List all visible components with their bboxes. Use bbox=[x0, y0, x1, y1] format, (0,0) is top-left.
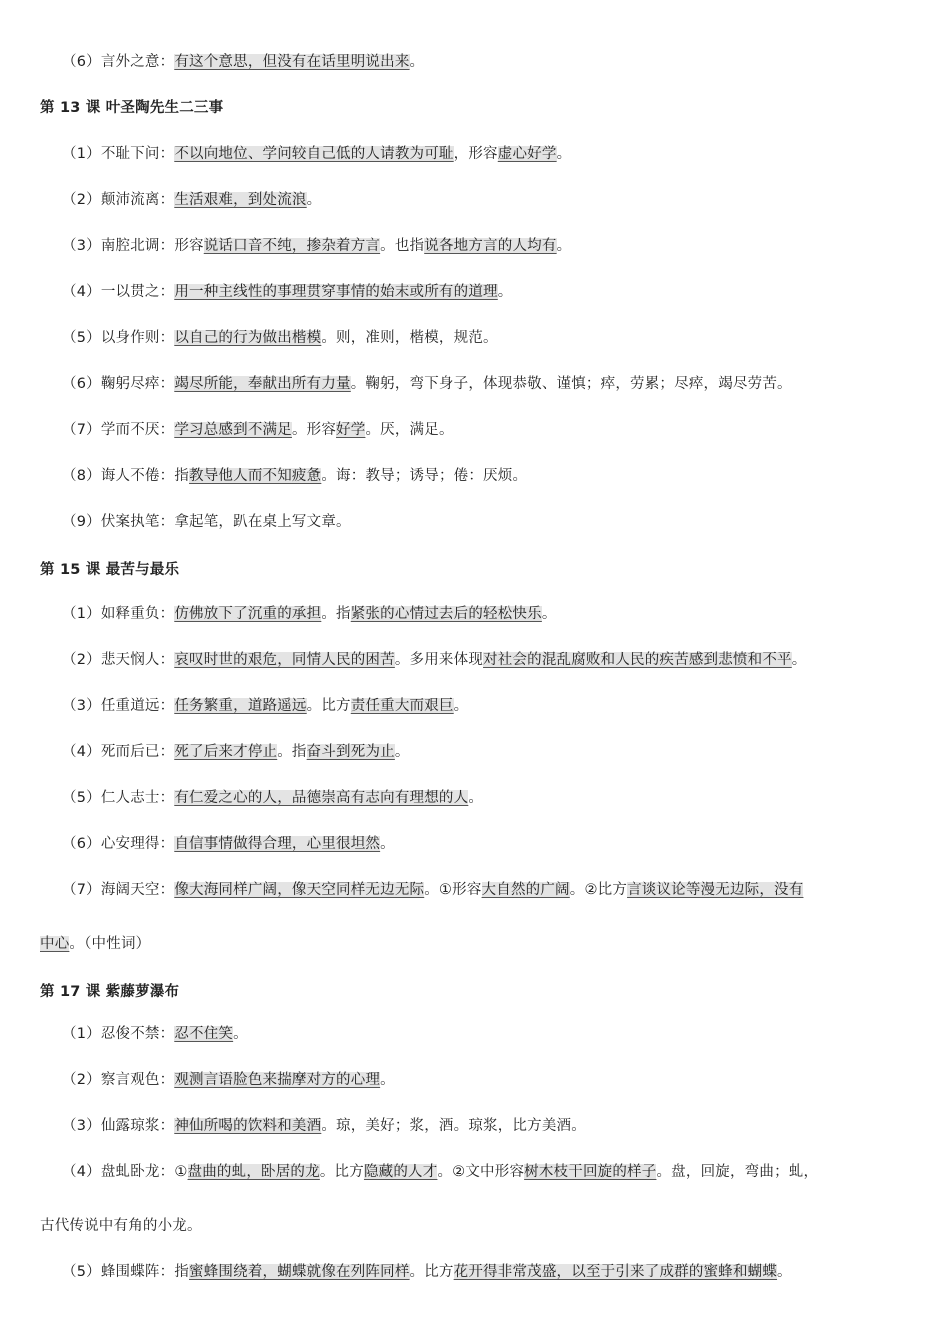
line-text: （2）悲天悯人： bbox=[62, 652, 175, 668]
line-text: （8）诲人不倦：指 bbox=[62, 468, 190, 484]
line-text: 。 bbox=[541, 606, 557, 622]
highlighted-definition: 忍不住笑 bbox=[174, 1026, 234, 1042]
line-text: （5）蜂围蝶阵：指 bbox=[62, 1264, 190, 1280]
line-text: （5）仁人志士： bbox=[62, 790, 175, 806]
entry-line bbox=[62, 420, 454, 440]
line-text: 。 bbox=[453, 698, 469, 714]
highlighted-definition: 责任重大而艰巨 bbox=[350, 698, 454, 714]
highlighted-definition: 紧张的心情过去后的轻松快乐 bbox=[350, 606, 542, 622]
line-text: 。 bbox=[306, 192, 322, 208]
line-text: 。则，准则，楷模，规范。 bbox=[321, 330, 498, 346]
highlighted-definition: 不以向地位、学问较自己低的人请教为可耻 bbox=[174, 146, 454, 162]
line-text: 。琼，美好；浆，酒。琼浆，比方美酒。 bbox=[321, 1118, 586, 1134]
line-text: ，形容 bbox=[453, 146, 498, 162]
line-text: 第 13 课 叶圣陶先生二三事 bbox=[40, 100, 224, 116]
entry-line bbox=[62, 190, 321, 210]
highlighted-definition: 有这个意思，但没有在话里明说出来 bbox=[174, 54, 410, 70]
entry-line bbox=[62, 328, 498, 348]
highlighted-definition: 神仙所喝的饮料和美酒 bbox=[174, 1118, 322, 1134]
line-text: 。 bbox=[380, 836, 395, 852]
entry-line bbox=[62, 650, 806, 670]
line-text: 。多用来体现 bbox=[394, 652, 484, 668]
highlighted-definition: 奋斗到死为止 bbox=[306, 744, 395, 760]
highlighted-definition: 盘曲的虬，卧居的龙 bbox=[187, 1164, 320, 1180]
line-text: 。比方 bbox=[409, 1264, 454, 1280]
entry-line bbox=[62, 374, 792, 394]
entry-line bbox=[62, 144, 571, 164]
line-text: 。（中性词） bbox=[69, 936, 151, 952]
entry-line bbox=[62, 512, 351, 532]
highlighted-definition: 花开得非常茂盛，以至于引来了成群的蜜蜂和蝴蝶 bbox=[453, 1264, 778, 1280]
line-text: 第 15 课 最苦与最乐 bbox=[40, 562, 180, 578]
highlighted-definition: 说话口音不纯，掺杂着方言 bbox=[203, 238, 381, 254]
line-text: （2）察言观色： bbox=[62, 1072, 175, 1088]
highlighted-definition: 竭尽所能，奉献出所有力量 bbox=[174, 376, 351, 392]
highlighted-definition: 树木枝干回旋的样子 bbox=[524, 1164, 657, 1180]
highlighted-definition: 教导他人而不知疲惫 bbox=[189, 468, 322, 484]
line-text: 。②文中形容 bbox=[437, 1164, 525, 1180]
highlighted-definition: 死了后来才停止 bbox=[174, 744, 278, 760]
entry-line bbox=[62, 742, 410, 762]
entry-line bbox=[62, 1262, 792, 1282]
line-text: （3）任重道远： bbox=[62, 698, 175, 714]
highlighted-definition: 虚心好学 bbox=[497, 146, 557, 162]
highlighted-definition: 任务繁重，道路遥远 bbox=[174, 698, 307, 714]
lesson-heading bbox=[40, 560, 179, 580]
highlighted-definition: 有仁爱之心的人，品德崇高有志向有理想的人 bbox=[174, 790, 469, 806]
line-text: 。②比方 bbox=[569, 882, 628, 898]
highlighted-definition: 观测言语脸色来揣摩对方的心理 bbox=[174, 1072, 381, 1088]
highlighted-definition: 蜜蜂围绕着，蝴蝶就像在列阵同样 bbox=[189, 1264, 410, 1280]
line-text: （6）心安理得： bbox=[62, 836, 175, 852]
highlighted-definition: 生活艰难，到处流浪 bbox=[174, 192, 307, 208]
entry-line bbox=[62, 1070, 395, 1090]
highlighted-definition: 学习总感到不满足 bbox=[174, 422, 292, 438]
line-text: 。盘，回旋，弯曲；虬， bbox=[656, 1164, 819, 1180]
lesson-heading bbox=[40, 982, 179, 1002]
line-text: 。 bbox=[777, 1264, 792, 1280]
line-text: 。指 bbox=[321, 606, 351, 622]
entry-line bbox=[62, 282, 512, 302]
highlighted-definition: 隐藏的人才 bbox=[363, 1164, 438, 1180]
line-text: （3）仙露琼浆： bbox=[62, 1118, 175, 1134]
highlighted-definition: 中心 bbox=[40, 936, 70, 952]
line-text: 。 bbox=[380, 1072, 395, 1088]
highlighted-definition: 像大海同样广阔，像天空同样无边无际 bbox=[174, 882, 425, 898]
line-text: 。比方 bbox=[306, 698, 351, 714]
line-text: 。也指 bbox=[380, 238, 425, 254]
line-text: 。 bbox=[468, 790, 484, 806]
line-text: （2）颠沛流离： bbox=[62, 192, 175, 208]
line-text: 。 bbox=[791, 652, 807, 668]
highlighted-definition: 自信事情做得合理，心里很坦然 bbox=[174, 836, 381, 852]
line-text: 。 bbox=[409, 54, 425, 70]
entry-line bbox=[62, 236, 571, 256]
line-text: （4）一以贯之： bbox=[62, 284, 175, 300]
highlighted-definition: 哀叹时世的艰危，同情人民的困苦 bbox=[174, 652, 395, 668]
line-text: 。诲：教导；诱导；倦：厌烦。 bbox=[321, 468, 528, 484]
line-text: 。 bbox=[394, 744, 410, 760]
line-text: 。 bbox=[556, 238, 572, 254]
line-text: （9）伏案执笔：拿起笔，趴在桌上写文章。 bbox=[62, 514, 351, 530]
entry-line bbox=[62, 1116, 586, 1136]
entry-line bbox=[62, 1162, 818, 1182]
highlighted-definition: 说各地方言的人均有 bbox=[424, 238, 557, 254]
entry-line bbox=[62, 696, 468, 716]
highlighted-definition: 大自然的广阔 bbox=[481, 882, 570, 898]
entry-line bbox=[62, 1024, 248, 1044]
line-text: 。比方 bbox=[319, 1164, 364, 1180]
line-text: （4）死而后已： bbox=[62, 744, 175, 760]
highlighted-definition: 对社会的混乱腐败和人民的疾苦感到悲愤和不平 bbox=[483, 652, 792, 668]
line-text: （1）忍俊不禁： bbox=[62, 1026, 175, 1042]
line-text: （3）南腔北调：形容 bbox=[62, 238, 204, 254]
line-text: （4）盘虬卧龙：① bbox=[62, 1164, 188, 1180]
line-text: 第 17 课 紫藤萝瀑布 bbox=[40, 984, 180, 1000]
entry-line bbox=[62, 604, 557, 624]
line-text: 。形容 bbox=[291, 422, 337, 438]
line-text: 。①形容 bbox=[424, 882, 482, 898]
line-text: （6）鞠躬尽瘁： bbox=[62, 376, 175, 392]
line-text: 。指 bbox=[277, 744, 307, 760]
entry-continuation bbox=[40, 1216, 202, 1236]
highlighted-definition: 仿佛放下了沉重的承担 bbox=[174, 606, 322, 622]
line-text: 。 bbox=[233, 1026, 248, 1042]
entry-line bbox=[62, 466, 527, 486]
line-text: 。厌，满足。 bbox=[365, 422, 454, 438]
line-text: （5）以身作则： bbox=[62, 330, 175, 346]
line-text: （1）不耻下问： bbox=[62, 146, 175, 162]
entry-line bbox=[62, 880, 803, 900]
highlighted-definition: 言谈议论等漫无边际，没有 bbox=[627, 882, 804, 898]
highlighted-definition: 以自己的行为做出楷模 bbox=[174, 330, 322, 346]
line-text: （7）海阔天空： bbox=[62, 882, 175, 898]
entry-continuation bbox=[40, 934, 150, 954]
line-text: （1）如释重负： bbox=[62, 606, 175, 622]
entry-line bbox=[62, 52, 424, 72]
line-text: 。鞠躬，弯下身子，体现恭敬、谨慎；瘁，劳累；尽瘁，竭尽劳苦。 bbox=[350, 376, 792, 392]
entry-line bbox=[62, 834, 395, 854]
entry-line bbox=[62, 788, 483, 808]
highlighted-definition: 好学 bbox=[336, 422, 366, 438]
line-text: 古代传说中有角的小龙。 bbox=[40, 1218, 202, 1234]
highlighted-definition: 用一种主线性的事理贯穿事情的始末或所有的道理 bbox=[174, 284, 498, 300]
line-text: （6）言外之意： bbox=[62, 54, 175, 70]
lesson-heading bbox=[40, 98, 223, 118]
line-text: 。 bbox=[497, 284, 513, 300]
line-text: 。 bbox=[556, 146, 572, 162]
line-text: （7）学而不厌： bbox=[62, 422, 175, 438]
